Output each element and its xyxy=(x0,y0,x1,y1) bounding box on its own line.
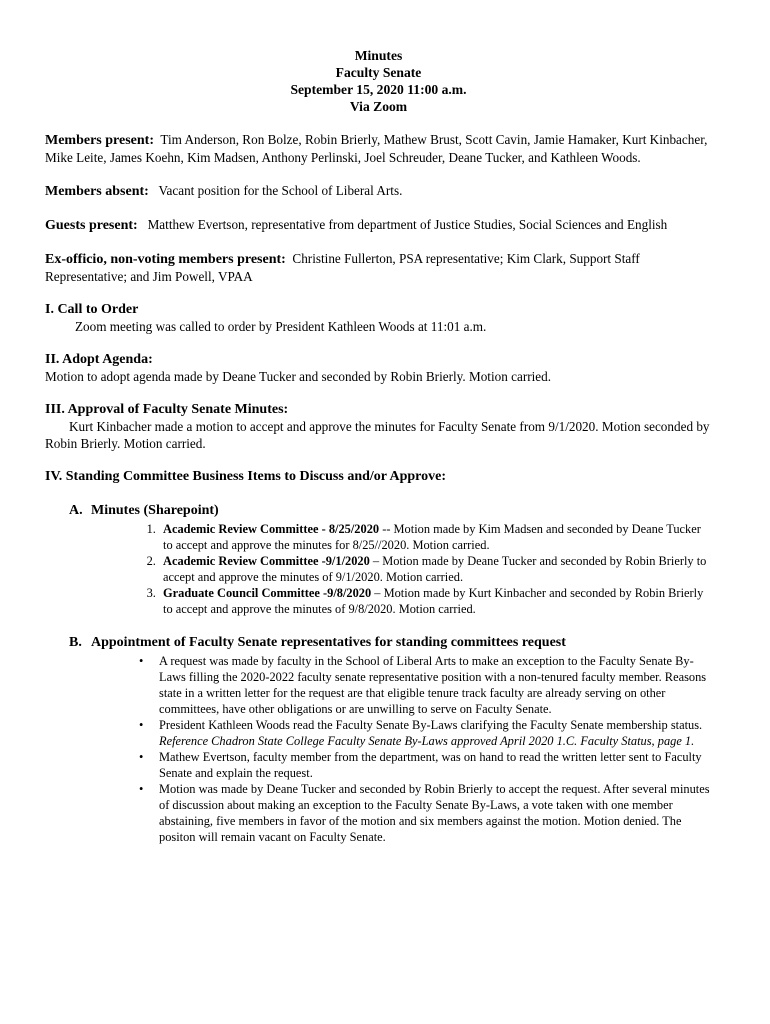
list-item xyxy=(139,749,712,781)
ex-officio-label: Ex-officio, non-voting members present: xyxy=(45,252,286,267)
members-present-label: Members present: xyxy=(45,133,154,148)
guests-present-label: Guests present: xyxy=(45,218,138,233)
item-text: Mathew Evertson, faculty member from the department, was on hand to read the written letter sent to Faculty Senate and explain the request. xyxy=(159,750,702,780)
section-title: IV. Standing Committee Business Items to Discuss and/or Approve: xyxy=(45,469,446,484)
subsection-title xyxy=(69,634,712,651)
subsection-letter: B. xyxy=(69,635,82,650)
ex-officio-text: Christine Fullerton, PSA representative; Kim Clark, Support Staff Representative; and Jim Powell, VPAA xyxy=(45,251,640,284)
bylaws-reference: Reference Chadron State College Faculty Senate By-Laws approved April 2020 1.C. Faculty Status, page 1. xyxy=(159,734,695,748)
section-adopt-agenda xyxy=(45,351,712,385)
committee-name: Academic Review Committee - 8/25/2020 xyxy=(163,522,380,536)
list-item xyxy=(159,553,712,585)
subsection-letter: A. xyxy=(69,503,83,518)
document-header xyxy=(45,47,712,115)
section-title: I. Call to Order xyxy=(45,302,139,317)
members-present-text: Tim Anderson, Ron Bolze, Robin Brierly, Mathew Brust, Scott Cavin, Jamie Hamaker, Kurt Kinbacher, Mike Leite, James Koehn, Kim Madsen, Anthony Perlinski, Joel Schreuder, Deane Tucker, and Kathleen Woods. xyxy=(45,132,708,165)
item-text: -- Motion made by Kim Madsen and seconded by Deane Tucker to accept and approve the minutes for 8/25//2020. Motion carried. xyxy=(163,522,701,552)
section-text: Kurt Kinbacher made a motion to accept and approve the minutes for Faculty Senate from 9/1/2020. Motion seconded by Robin Brierly. Motion carried. xyxy=(45,419,710,451)
item-text: Motion was made by Deane Tucker and seconded by Robin Brierly to accept the request. After several minutes of discussion about making an exception to the Faculty Senate By-Laws, a vote taken with one member abstaining, five members in favor of the motion and six members against the motion. Motion denied. The positon will remain vacant on Faculty Senate. xyxy=(159,782,710,844)
item-text: – Motion made by Deane Tucker and seconded by Robin Brierly to accept and approve the minutes of 9/1/2020. Motion carried. xyxy=(163,554,707,584)
section-call-to-order xyxy=(45,301,712,335)
item-text: President Kathleen Woods read the Faculty Senate By-Laws clarifying the Faculty Senate membership status. xyxy=(159,718,703,732)
header-venue: Via Zoom xyxy=(349,99,408,114)
header-title: Minutes xyxy=(354,48,403,63)
section-title: III. Approval of Faculty Senate Minutes: xyxy=(45,402,289,417)
item-text: A request was made by faculty in the School of Liberal Arts to make an exception to the Faculty Senate By-Laws filling the 2020-2022 faculty senate representative position with a non-tenured faculty member. Reasons state in a written letter for the request are that eligible tenure track faculty are already serving on other committees, have other obligations or are unwilling to serve on Faculty Senate. xyxy=(159,654,707,716)
section-text: Motion to adopt agenda made by Deane Tucker and seconded by Robin Brierly. Motion carried. xyxy=(45,369,552,384)
subsection-minutes xyxy=(69,502,712,617)
guests-present xyxy=(45,216,712,234)
header-body: Faculty Senate xyxy=(335,65,422,80)
committee-name: Academic Review Committee -9/1/2020 xyxy=(163,554,370,568)
members-absent-text: Vacant position for the School of Liberal Arts. xyxy=(158,183,403,198)
bullet-icon: • xyxy=(139,782,144,796)
section-text: Zoom meeting was called to order by President Kathleen Woods at 11:01 a.m. xyxy=(75,319,487,334)
list-item xyxy=(139,717,712,749)
section-standing-committee xyxy=(45,468,712,845)
bullet-icon: • xyxy=(139,718,144,732)
committee-name: Graduate Council Committee -9/8/2020 xyxy=(163,586,372,600)
list-item xyxy=(139,653,712,717)
minutes-list xyxy=(69,521,712,617)
subsection-title-text: Minutes (Sharepoint) xyxy=(91,503,219,518)
item-text: – Motion made by Kurt Kinbacher and seconded by Robin Brierly to accept and approve the minutes of 9/8/2020. Motion carried. xyxy=(163,586,704,616)
list-item xyxy=(159,521,712,553)
header-date: September 15, 2020 11:00 a.m. xyxy=(290,82,467,97)
bullet-icon: • xyxy=(139,750,144,764)
section-approval-minutes xyxy=(45,401,712,452)
members-present xyxy=(45,131,712,166)
ex-officio xyxy=(45,250,712,285)
subsection-title xyxy=(69,502,712,519)
list-item xyxy=(139,781,712,845)
members-absent-label: Members absent: xyxy=(45,184,149,199)
bullet-icon: • xyxy=(139,654,144,668)
list-item xyxy=(159,585,712,617)
subsection-appointment xyxy=(69,634,712,845)
section-title: II. Adopt Agenda: xyxy=(45,352,153,367)
members-absent xyxy=(45,182,712,200)
subsection-title-text: Appointment of Faculty Senate representatives for standing committees request xyxy=(91,635,566,650)
guests-present-text: Matthew Evertson, representative from department of Justice Studies, Social Sciences and English xyxy=(147,217,668,232)
appointment-list xyxy=(69,653,712,845)
